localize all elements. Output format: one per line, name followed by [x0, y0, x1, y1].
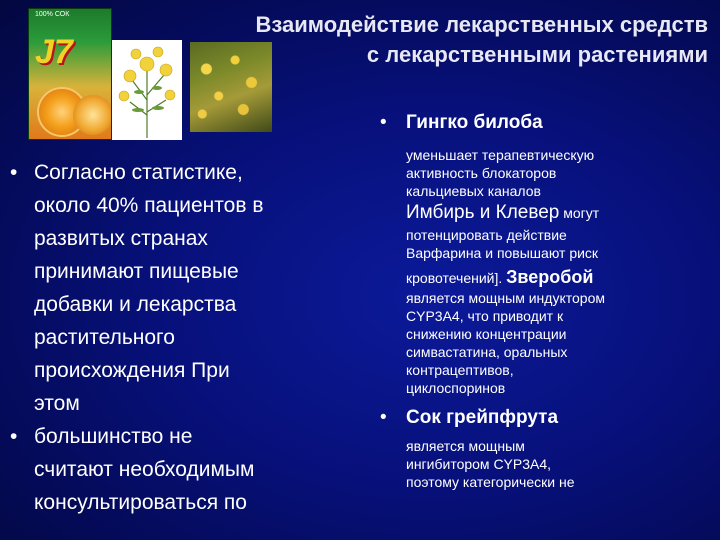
juice-box-image	[28, 8, 112, 140]
ginger-clover-line	[380, 204, 710, 222]
orange-slice-image	[73, 95, 112, 135]
stjohns-wort-description	[380, 289, 710, 397]
text-line: контрацептивов,	[406, 362, 514, 378]
heading-text: Сок грейпфрута	[406, 407, 559, 428]
juice-box-brand: J7	[35, 33, 73, 71]
text-line: циклоспоринов	[406, 380, 506, 396]
ginkgo-description	[380, 146, 710, 200]
grapefruit-description	[380, 437, 710, 491]
bullet-mark: •	[380, 407, 387, 428]
text-line: около 40% пациентов в	[34, 194, 264, 217]
heading-text: Гингко билоба	[406, 112, 543, 133]
text-line: симвастатина, оральных	[406, 344, 568, 360]
text-line: консультироваться по	[34, 491, 247, 514]
text-line: поэтому категорически не	[406, 474, 575, 490]
text-line: ингибитором CYP3A4,	[406, 456, 552, 472]
bullet-mark: •	[380, 112, 387, 133]
text-line: уменьшает терапевтическую	[406, 147, 595, 163]
text-line: принимают пищевые	[34, 260, 239, 283]
text-line: является мощным	[406, 438, 525, 454]
ginger-description	[380, 226, 710, 262]
text-line: большинство не	[34, 425, 193, 448]
bullet-mark: •	[10, 425, 18, 448]
herb-illustration-image	[112, 40, 182, 140]
text-line: CYP3A4, что приводит к	[406, 308, 564, 324]
text-line: кровотечений].	[406, 270, 503, 286]
text-line: растительного	[34, 326, 175, 349]
text-line: Варфарина и повышают риск	[406, 245, 599, 261]
list-item	[10, 420, 350, 519]
text-line: развитых странах	[34, 227, 208, 250]
title-line-1: Взаимодействие лекарственных средств	[255, 12, 708, 37]
text-line: является мощным индуктором	[406, 290, 605, 306]
text-line: активность блокаторов	[406, 165, 557, 181]
stjohns-wort-highlight: Зверобой	[506, 267, 594, 287]
bleeding-line	[380, 268, 710, 287]
grapefruit-heading	[380, 407, 710, 429]
left-bullet-list	[10, 156, 350, 519]
list-item	[10, 156, 350, 420]
text-line: добавки и лекарства	[34, 293, 237, 316]
title-line-2: с лекарственными растениями	[366, 42, 708, 67]
text-line: Согласно статистике,	[34, 161, 243, 184]
text-line: этом	[34, 392, 80, 415]
text-line: кальциевых каналов	[406, 183, 541, 199]
ginkgo-heading	[380, 112, 710, 134]
right-column	[380, 112, 710, 491]
ginger-clover-highlight: Имбирь и Клевер	[406, 202, 560, 223]
bullet-mark: •	[10, 161, 18, 184]
flower-field-photo	[190, 42, 272, 132]
ginger-clover-suffix: могут	[559, 205, 600, 221]
text-line: считают необходимым	[34, 458, 255, 481]
text-line: происхождения При	[34, 359, 230, 382]
text-line: снижению концентрации	[406, 326, 567, 342]
text-line: потенцировать действие	[406, 227, 567, 243]
herb-drawing	[112, 40, 182, 140]
juice-box-label: 100% СОК	[35, 11, 70, 18]
